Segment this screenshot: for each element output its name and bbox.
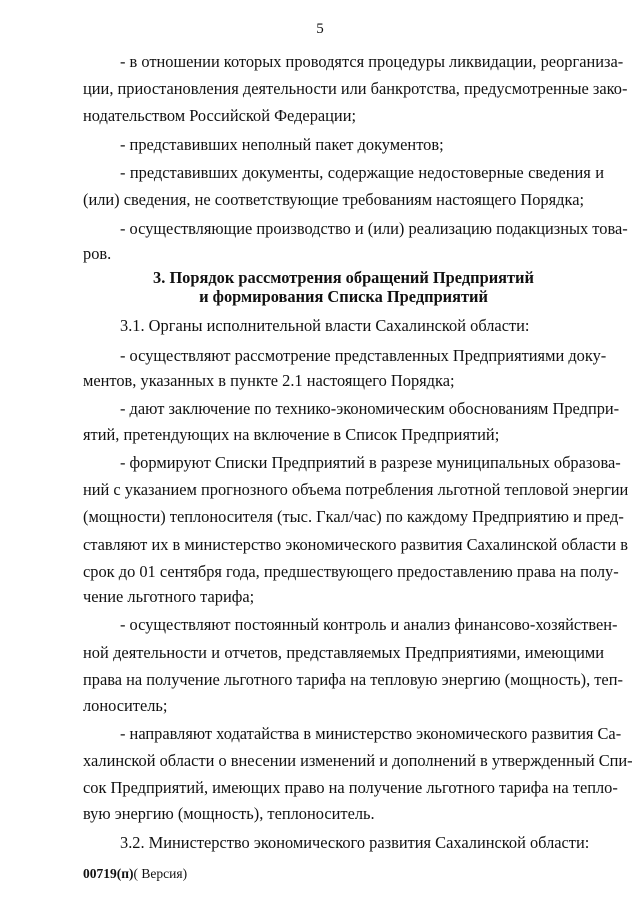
text-line: права на получение льготного тарифа на тепловую энергию (мощность), теп- bbox=[83, 670, 623, 689]
text-line: - направляют ходатайства в министерство экономического развития Са- bbox=[120, 724, 622, 743]
text-line: 3.2. Министерство экономического развития Сахалинской области: bbox=[120, 833, 590, 852]
text-line: чение льготного тарифа; bbox=[83, 587, 255, 606]
text-line: - осуществляющие производство и (или) реализацию подакцизных това- bbox=[120, 219, 628, 238]
text-line: ров. bbox=[83, 244, 112, 263]
document-footer bbox=[83, 866, 187, 882]
text-line: сок Предприятий, имеющих право на получение льготного тарифа на тепло- bbox=[83, 778, 618, 797]
text-line: вую энергию (мощность), теплоноситель. bbox=[83, 804, 375, 823]
text-line: - осуществляют постоянный контроль и анализ финансово-хозяйствен- bbox=[120, 615, 618, 634]
section-heading: 3. Порядок рассмотрения обращений Предприятий bbox=[153, 268, 534, 287]
section-heading: и формирования Списка Предприятий bbox=[199, 287, 488, 306]
page-number: 5 bbox=[316, 21, 324, 37]
text-line: халинской области о внесении изменений и дополнений в утвержденный Спи- bbox=[83, 751, 633, 770]
document-code: 00719(п) bbox=[83, 866, 134, 881]
text-line: ставляют их в министерство экономического развития Сахалинской области в bbox=[83, 535, 629, 554]
document-version: ( Версия) bbox=[133, 866, 188, 881]
text-line: - представивших неполный пакет документов; bbox=[120, 135, 444, 154]
text-line: - осуществляют рассмотрение представленных Предприятиями доку- bbox=[120, 346, 607, 365]
text-line: ментов, указанных в пункте 2.1 настоящего Порядка; bbox=[83, 371, 455, 390]
text-line: - формируют Списки Предприятий в разрезе муниципальных образова- bbox=[120, 453, 621, 472]
text-line: (или) сведения, не соответствующие требованиям настоящего Порядка; bbox=[83, 190, 585, 209]
text-line: ции, приостановления деятельности или банкротства, предусмотренные зако- bbox=[83, 79, 628, 98]
text-line: 3.1. Органы исполнительной власти Сахалинской области: bbox=[120, 316, 530, 335]
text-line: срок до 01 сентября года, предшествующего предоставлению права на полу- bbox=[83, 562, 619, 581]
text-line: - в отношении которых проводятся процедуры ликвидации, реорганиза- bbox=[120, 52, 624, 71]
text-line: ной деятельности и отчетов, представляемых Предприятиями, имеющими bbox=[83, 643, 604, 662]
text-line: (мощности) теплоносителя (тыс. Гкал/час) по каждому Предприятию и пред- bbox=[83, 507, 624, 526]
text-line: ний с указанием прогнозного объема потребления льготной тепловой энергии bbox=[83, 480, 629, 499]
text-line: ятий, претендующих на включение в Список Предприятий; bbox=[83, 425, 500, 444]
text-line: - представивших документы, содержащие недостоверные сведения и bbox=[120, 163, 604, 182]
text-line: нодательством Российской Федерации; bbox=[83, 106, 357, 125]
text-line: лоноситель; bbox=[83, 696, 168, 715]
text-line: - дают заключение по технико-экономическим обоснованиям Предпри- bbox=[120, 399, 620, 418]
